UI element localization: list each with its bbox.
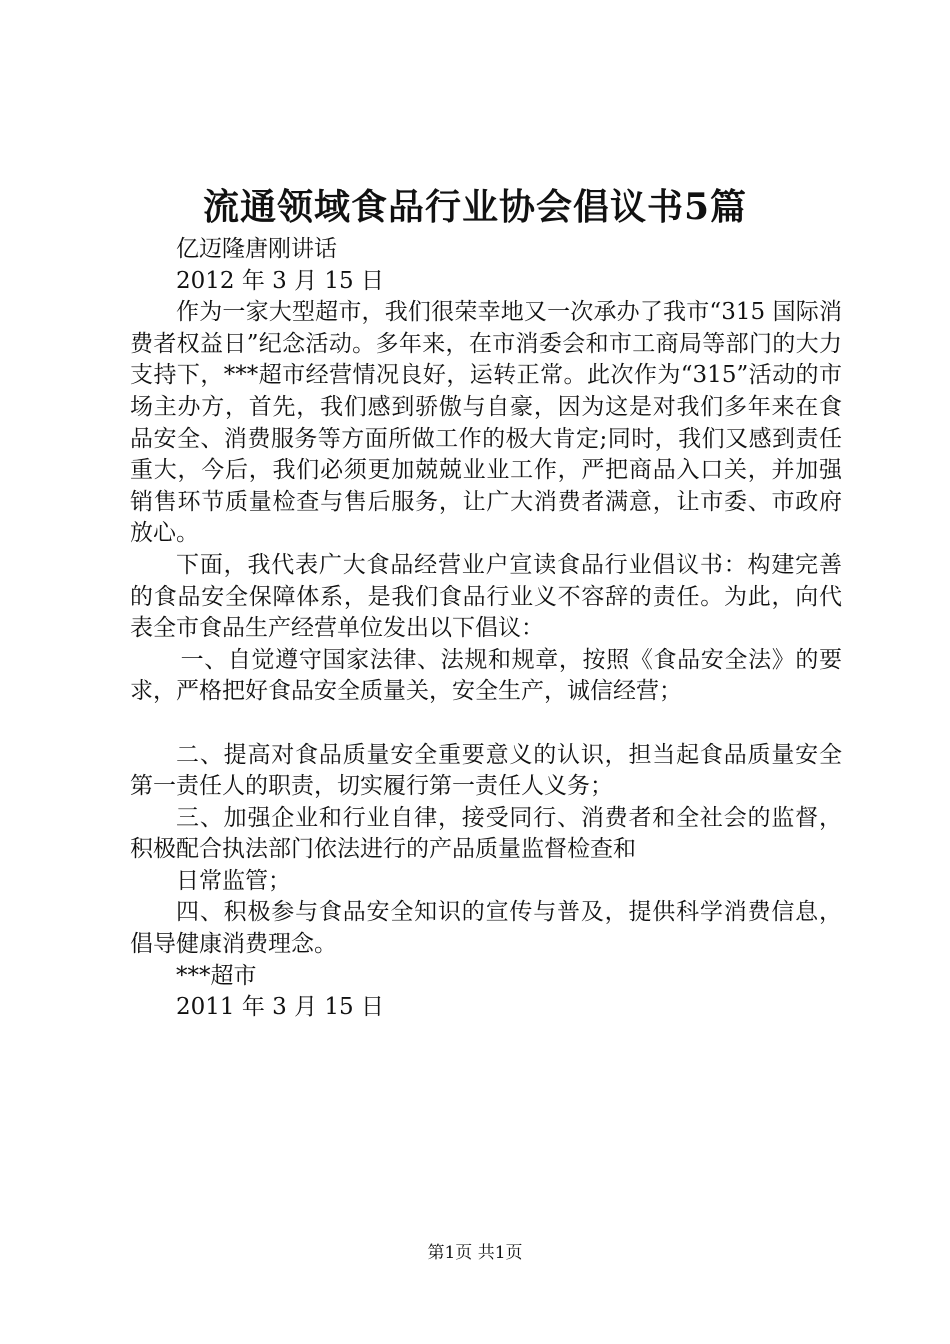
- paragraph-item-2: 二、提高对食品质量安全重要意义的认识，担当起食品质量安全第一责任人的职责，切实履行第一责任人义务；: [130, 741, 842, 800]
- paragraph-proposal: 下面，我代表广大食品经营业户宣读食品行业倡议书：构建完善的食品安全保障体系，是我们食品行业义不容辞的责任。为此，向代表全市食品生产经营单位发出以下倡议：: [130, 551, 842, 642]
- document-body: [130, 234, 842, 1024]
- paragraph-item-4: 四、积极参与食品安全知识的宣传与普及，提供科学消费信息，倡导健康消费理念。: [130, 899, 842, 958]
- paragraph-item-3: 三、加强企业和行业自律，接受同行、消费者和全社会的监督，积极配合执法部门依法进行的产品质量监督检查和: [130, 804, 842, 863]
- document-title: 流通领域食品行业协会倡议书5篇: [202, 186, 748, 228]
- paragraph-item-3-continued: 日常监管；: [176, 867, 291, 894]
- page-footer: 第1页 共1页: [427, 1243, 523, 1263]
- paragraph-item-1: 一、自觉遵守国家法律、法规和规章，按照《食品安全法》的要求，严格把好食品安全质量关，安全生产，诚信经营；: [130, 646, 842, 705]
- author-line: 亿迈隆唐刚讲话: [176, 236, 337, 262]
- signature: ***超市: [176, 962, 257, 989]
- paragraph-intro: 作为一家大型超市，我们很荣幸地又一次承办了我市“315 国际消费者权益日”纪念活动。多年来，在市消委会和市工商局等部门的大力支持下，***超市经营情况良好，运转正常。此次作为“315”活动的市场主办方，首先，我们感到骄傲与自豪，因为这是对我们多年来在食品安全、消费服务等方面所做工作的极大肯定;同时，我们又感到责任重大，今后，我们必须更加兢兢业业工作，严把商品入口关，并加强销售环节质量检查与售后服务，让广大消费者满意，让市委、市政府放心。: [130, 299, 842, 547]
- date-bottom: 2011 年 3 月 15 日: [176, 994, 384, 1021]
- date-top: 2012 年 3 月 15 日: [176, 267, 384, 294]
